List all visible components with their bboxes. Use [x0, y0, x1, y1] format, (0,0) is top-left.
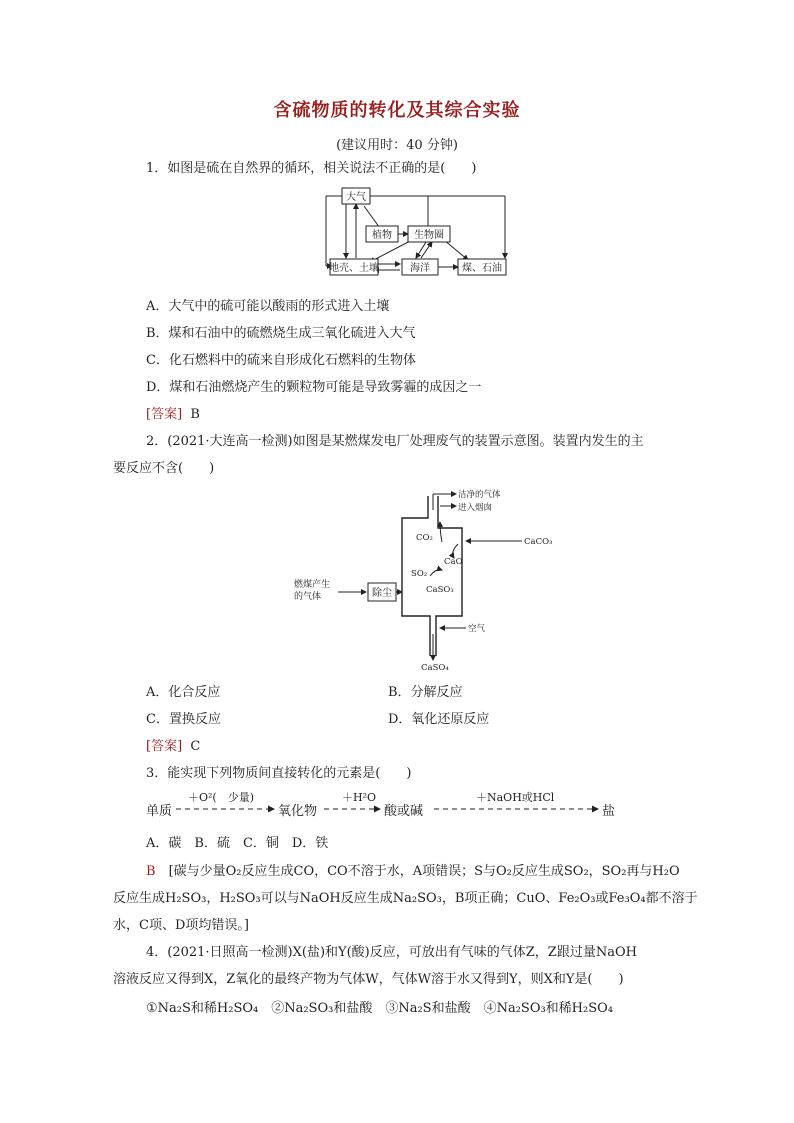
q3-stem: 3．能实现下列物质间直接转化的元素是( ) [146, 766, 412, 781]
so2-label: SO₂ [411, 569, 428, 579]
chain-step2: ＋H²O [342, 791, 377, 804]
q2-option-c: C．置换反应 [146, 712, 221, 727]
q3-explain-line1 [146, 863, 680, 881]
answer-label: [答案] [146, 407, 183, 422]
q1-stem: 1．如图是硫在自然界的循环，相关说法不正确的是( ) [146, 161, 477, 176]
q2-option-a: A．化合反应 [146, 685, 221, 700]
chain-oxide: 氧化物 [278, 804, 318, 819]
cao-label: CaO [444, 557, 463, 567]
flue-gas-apparatus-diagram [290, 488, 553, 673]
q2-option-b: B．分解反应 [388, 685, 463, 700]
q4-stem-line2: 溶液反应又得到X，Z氧化的最终产物为气体W，气体W溶于水又得到Y，则X和Y是( ) [113, 972, 624, 987]
q1-option-d: D．煤和石油燃烧产生的颗粒物可能是导致雾霾的成因之一 [146, 380, 482, 395]
clean-gas-label: 洁净的气体 [458, 490, 501, 500]
sulfur-cycle-diagram [320, 186, 520, 278]
conversion-chain [146, 788, 626, 822]
q2-answer [146, 738, 200, 756]
node-coal-oil-label: 煤、石油 [462, 263, 502, 274]
q3-options: A．碳 B．硫 C．铜 D．铁 [146, 836, 329, 851]
q1-answer [146, 406, 200, 424]
q3-explain-answer: B [146, 864, 156, 879]
q2-option-d: D．氧化还原反应 [388, 712, 490, 727]
q2-stem-line1: 2．(2021·大连高一检测)如图是某燃煤发电厂处理废气的装置示意图。装置内发生的主 [146, 434, 644, 449]
node-crust-label: 地壳、土壤 [329, 263, 379, 274]
caco3-label: CaCO₃ [524, 537, 553, 547]
q1-option-a: A．大气中的硫可能以酸雨的形式进入土壤 [146, 299, 390, 314]
answer-value: B [190, 407, 200, 422]
answer-value: C [190, 739, 201, 754]
node-atmosphere-label: 大气 [346, 192, 366, 203]
chain-single: 单质 [146, 804, 173, 819]
q3-explain-line3: 水，C项、D项均错误。] [113, 918, 249, 933]
q4-stem-line1: 4．(2021·日照高一检测)X(盐)和Y(酸)反应，可放出有气味的气体Z，Z跟过量NaOH [146, 945, 637, 960]
chain-step3: ＋NaOH或HCl [476, 791, 555, 804]
dust-label: 除尘 [372, 588, 392, 599]
node-biosphere-label: 生物圈 [414, 230, 444, 241]
q2-stem-line2: 要反应不含( ) [113, 461, 215, 476]
q3-explain-line2: 反应生成H₂SO₃，H₂SO₃可以与NaOH反应生成Na₂SO₃，B项正确；CuO、Fe₂O₃或Fe₃O₄都不溶于 [113, 891, 698, 906]
chain-step1: ＋O²( 少量) [188, 791, 255, 804]
flue-gas-label-2: 的气体 [294, 592, 322, 602]
co2-label: CO₂ [416, 533, 433, 543]
q4-choices: ①Na₂S和稀H₂SO₄ ②Na₂SO₃和盐酸 ③Na₂S和盐酸 ④Na₂SO₃和稀H₂SO₄ [146, 1001, 614, 1016]
answer-label: [答案] [146, 739, 183, 754]
q3-explain-text: [碳与少量O₂反应生成CO，CO不溶于水，A项错误；S与O₂反应生成SO₂，SO₂再与H₂O [155, 864, 680, 879]
suggested-time: (建议用时：40 分钟) [336, 138, 458, 153]
chimney-label: 进入烟囱 [458, 503, 493, 513]
air-label: 空气 [468, 624, 486, 634]
q1-option-c: C．化石燃料中的硫来自形成化石燃料的生物体 [146, 353, 416, 368]
chain-acid-base: 酸或碱 [384, 804, 424, 819]
chain-salt: 盐 [602, 804, 616, 819]
page-title: 含硫物质的转化及其综合实验 [273, 100, 521, 121]
node-ocean-label: 海洋 [410, 263, 430, 274]
flue-gas-label-1: 燃煤产生 [294, 580, 331, 590]
caso3-label: CaSO₃ [426, 585, 454, 595]
node-plants-label: 植物 [372, 230, 392, 241]
q1-option-b: B．煤和石油中的硫燃烧生成三氧化硫进入大气 [146, 326, 416, 341]
caso4-label: CaSO₄ [421, 663, 449, 673]
